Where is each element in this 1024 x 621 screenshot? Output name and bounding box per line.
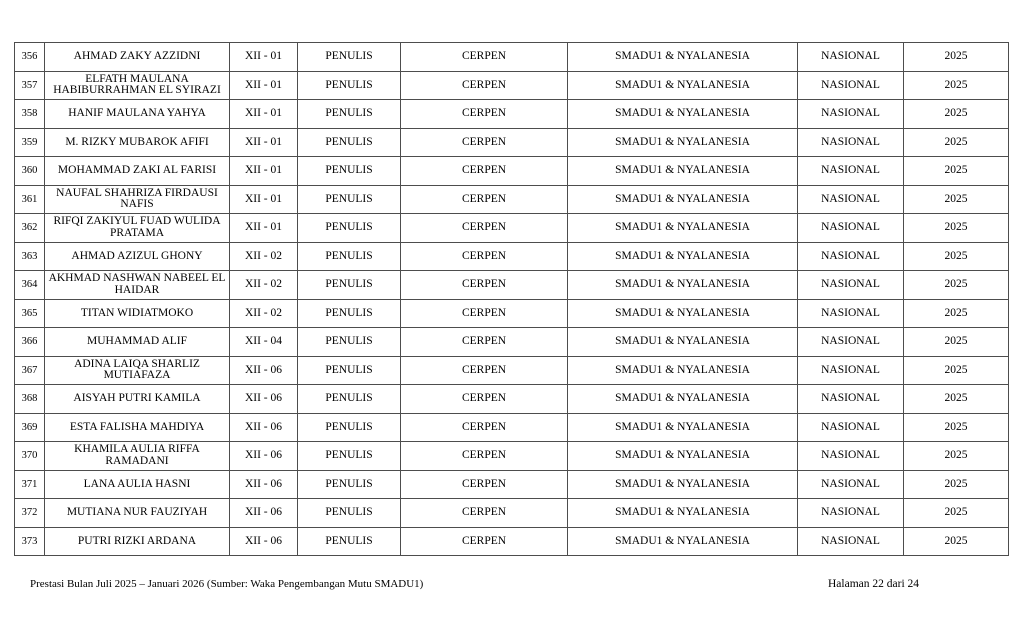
cell-number: 364 bbox=[15, 271, 45, 300]
cell-category: CERPEN bbox=[401, 242, 568, 271]
cell-role: PENULIS bbox=[298, 299, 401, 328]
cell-level: NASIONAL bbox=[798, 43, 904, 72]
cell-year: 2025 bbox=[904, 442, 1009, 471]
cell-student-name: MOHAMMAD ZAKI AL FARISI bbox=[45, 157, 230, 186]
cell-number: 357 bbox=[15, 71, 45, 100]
cell-role: PENULIS bbox=[298, 385, 401, 414]
cell-class: XII - 02 bbox=[230, 299, 298, 328]
cell-role: PENULIS bbox=[298, 100, 401, 129]
cell-class: XII - 04 bbox=[230, 328, 298, 357]
cell-category: CERPEN bbox=[401, 499, 568, 528]
cell-organizer: SMADU1 & NYALANESIA bbox=[568, 271, 798, 300]
cell-level: NASIONAL bbox=[798, 128, 904, 157]
cell-level: NASIONAL bbox=[798, 71, 904, 100]
table-row bbox=[15, 100, 1009, 129]
cell-year: 2025 bbox=[904, 128, 1009, 157]
cell-category: CERPEN bbox=[401, 157, 568, 186]
cell-student-name: ESTA FALISHA MAHDIYA bbox=[45, 413, 230, 442]
cell-year: 2025 bbox=[904, 43, 1009, 72]
cell-level: NASIONAL bbox=[798, 157, 904, 186]
cell-category: CERPEN bbox=[401, 128, 568, 157]
cell-category: CERPEN bbox=[401, 214, 568, 243]
cell-class: XII - 06 bbox=[230, 385, 298, 414]
cell-number: 365 bbox=[15, 299, 45, 328]
cell-student-name: AHMAD ZAKY AZZIDNI bbox=[45, 43, 230, 72]
cell-level: NASIONAL bbox=[798, 499, 904, 528]
cell-student-name: AKHMAD NASHWAN NABEEL EL HAIDAR bbox=[45, 271, 230, 300]
footer-source-note: Prestasi Bulan Juli 2025 – Januari 2026 (Sumber: Waka Pengembangan Mutu SMADU1) bbox=[30, 578, 424, 590]
cell-organizer: SMADU1 & NYALANESIA bbox=[568, 43, 798, 72]
cell-number: 360 bbox=[15, 157, 45, 186]
cell-student-name: RIFQI ZAKIYUL FUAD WULIDA PRATAMA bbox=[45, 214, 230, 243]
cell-year: 2025 bbox=[904, 271, 1009, 300]
table-row bbox=[15, 413, 1009, 442]
cell-year: 2025 bbox=[904, 356, 1009, 385]
cell-number: 369 bbox=[15, 413, 45, 442]
cell-level: NASIONAL bbox=[798, 328, 904, 357]
table-row bbox=[15, 157, 1009, 186]
cell-category: CERPEN bbox=[401, 185, 568, 214]
cell-student-name: KHAMILA AULIA RIFFA RAMADANI bbox=[45, 442, 230, 471]
achievement-table bbox=[14, 42, 1009, 556]
cell-level: NASIONAL bbox=[798, 100, 904, 129]
cell-year: 2025 bbox=[904, 385, 1009, 414]
cell-year: 2025 bbox=[904, 527, 1009, 556]
cell-category: CERPEN bbox=[401, 413, 568, 442]
cell-number: 363 bbox=[15, 242, 45, 271]
cell-class: XII - 06 bbox=[230, 470, 298, 499]
cell-organizer: SMADU1 & NYALANESIA bbox=[568, 499, 798, 528]
cell-organizer: SMADU1 & NYALANESIA bbox=[568, 328, 798, 357]
table-row bbox=[15, 242, 1009, 271]
cell-organizer: SMADU1 & NYALANESIA bbox=[568, 157, 798, 186]
cell-number: 370 bbox=[15, 442, 45, 471]
cell-year: 2025 bbox=[904, 499, 1009, 528]
cell-student-name: M. RIZKY MUBAROK AFIFI bbox=[45, 128, 230, 157]
table-row bbox=[15, 385, 1009, 414]
cell-category: CERPEN bbox=[401, 470, 568, 499]
cell-category: CERPEN bbox=[401, 527, 568, 556]
cell-organizer: SMADU1 & NYALANESIA bbox=[568, 385, 798, 414]
cell-class: XII - 01 bbox=[230, 100, 298, 129]
cell-role: PENULIS bbox=[298, 43, 401, 72]
cell-class: XII - 01 bbox=[230, 185, 298, 214]
table-row bbox=[15, 499, 1009, 528]
cell-category: CERPEN bbox=[401, 71, 568, 100]
cell-organizer: SMADU1 & NYALANESIA bbox=[568, 356, 798, 385]
cell-year: 2025 bbox=[904, 214, 1009, 243]
cell-role: PENULIS bbox=[298, 242, 401, 271]
cell-level: NASIONAL bbox=[798, 242, 904, 271]
cell-year: 2025 bbox=[904, 157, 1009, 186]
cell-organizer: SMADU1 & NYALANESIA bbox=[568, 185, 798, 214]
cell-category: CERPEN bbox=[401, 328, 568, 357]
cell-number: 362 bbox=[15, 214, 45, 243]
cell-student-name: PUTRI RIZKI ARDANA bbox=[45, 527, 230, 556]
cell-number: 368 bbox=[15, 385, 45, 414]
table-row bbox=[15, 356, 1009, 385]
table-row bbox=[15, 328, 1009, 357]
cell-class: XII - 01 bbox=[230, 43, 298, 72]
cell-class: XII - 06 bbox=[230, 527, 298, 556]
cell-class: XII - 06 bbox=[230, 413, 298, 442]
table-row bbox=[15, 271, 1009, 300]
cell-organizer: SMADU1 & NYALANESIA bbox=[568, 242, 798, 271]
cell-number: 371 bbox=[15, 470, 45, 499]
table-row bbox=[15, 71, 1009, 100]
cell-class: XII - 06 bbox=[230, 499, 298, 528]
cell-role: PENULIS bbox=[298, 499, 401, 528]
cell-organizer: SMADU1 & NYALANESIA bbox=[568, 71, 798, 100]
cell-year: 2025 bbox=[904, 328, 1009, 357]
cell-year: 2025 bbox=[904, 299, 1009, 328]
table-row bbox=[15, 43, 1009, 72]
table-row bbox=[15, 470, 1009, 499]
cell-class: XII - 01 bbox=[230, 157, 298, 186]
table-body bbox=[15, 43, 1009, 556]
cell-category: CERPEN bbox=[401, 356, 568, 385]
cell-year: 2025 bbox=[904, 470, 1009, 499]
cell-organizer: SMADU1 & NYALANESIA bbox=[568, 527, 798, 556]
cell-role: PENULIS bbox=[298, 413, 401, 442]
cell-student-name: AHMAD AZIZUL GHONY bbox=[45, 242, 230, 271]
cell-student-name: ELFATH MAULANA HABIBURRAHMAN EL SYIRAZI bbox=[45, 71, 230, 100]
cell-class: XII - 06 bbox=[230, 356, 298, 385]
cell-organizer: SMADU1 & NYALANESIA bbox=[568, 470, 798, 499]
cell-level: NASIONAL bbox=[798, 299, 904, 328]
cell-role: PENULIS bbox=[298, 527, 401, 556]
cell-role: PENULIS bbox=[298, 442, 401, 471]
cell-number: 372 bbox=[15, 499, 45, 528]
cell-number: 356 bbox=[15, 43, 45, 72]
table-row bbox=[15, 128, 1009, 157]
cell-category: CERPEN bbox=[401, 385, 568, 414]
cell-role: PENULIS bbox=[298, 185, 401, 214]
cell-category: CERPEN bbox=[401, 43, 568, 72]
cell-student-name: LANA AULIA HASNI bbox=[45, 470, 230, 499]
cell-organizer: SMADU1 & NYALANESIA bbox=[568, 299, 798, 328]
cell-student-name: NAUFAL SHAHRIZA FIRDAUSI NAFIS bbox=[45, 185, 230, 214]
cell-category: CERPEN bbox=[401, 271, 568, 300]
cell-class: XII - 06 bbox=[230, 442, 298, 471]
cell-number: 358 bbox=[15, 100, 45, 129]
cell-organizer: SMADU1 & NYALANESIA bbox=[568, 214, 798, 243]
cell-level: NASIONAL bbox=[798, 385, 904, 414]
cell-organizer: SMADU1 & NYALANESIA bbox=[568, 100, 798, 129]
table-row bbox=[15, 214, 1009, 243]
cell-organizer: SMADU1 & NYALANESIA bbox=[568, 442, 798, 471]
cell-number: 359 bbox=[15, 128, 45, 157]
cell-class: XII - 02 bbox=[230, 271, 298, 300]
table-row bbox=[15, 299, 1009, 328]
cell-number: 361 bbox=[15, 185, 45, 214]
cell-student-name: AISYAH PUTRI KAMILA bbox=[45, 385, 230, 414]
cell-level: NASIONAL bbox=[798, 470, 904, 499]
cell-role: PENULIS bbox=[298, 214, 401, 243]
cell-year: 2025 bbox=[904, 100, 1009, 129]
cell-student-name: TITAN WIDIATMOKO bbox=[45, 299, 230, 328]
cell-number: 366 bbox=[15, 328, 45, 357]
cell-category: CERPEN bbox=[401, 100, 568, 129]
cell-role: PENULIS bbox=[298, 271, 401, 300]
cell-level: NASIONAL bbox=[798, 356, 904, 385]
cell-role: PENULIS bbox=[298, 470, 401, 499]
cell-role: PENULIS bbox=[298, 157, 401, 186]
cell-role: PENULIS bbox=[298, 328, 401, 357]
cell-level: NASIONAL bbox=[798, 214, 904, 243]
cell-student-name: ADINA LAIQA SHARLIZ MUTIAFAZA bbox=[45, 356, 230, 385]
cell-organizer: SMADU1 & NYALANESIA bbox=[568, 413, 798, 442]
cell-level: NASIONAL bbox=[798, 271, 904, 300]
cell-role: PENULIS bbox=[298, 71, 401, 100]
cell-student-name: MUHAMMAD ALIF bbox=[45, 328, 230, 357]
cell-class: XII - 01 bbox=[230, 71, 298, 100]
cell-class: XII - 01 bbox=[230, 214, 298, 243]
cell-level: NASIONAL bbox=[798, 185, 904, 214]
table-row bbox=[15, 185, 1009, 214]
cell-student-name: HANIF MAULANA YAHYA bbox=[45, 100, 230, 129]
cell-number: 367 bbox=[15, 356, 45, 385]
cell-year: 2025 bbox=[904, 242, 1009, 271]
cell-level: NASIONAL bbox=[798, 442, 904, 471]
cell-category: CERPEN bbox=[401, 299, 568, 328]
cell-year: 2025 bbox=[904, 71, 1009, 100]
cell-year: 2025 bbox=[904, 185, 1009, 214]
table-row bbox=[15, 527, 1009, 556]
cell-role: PENULIS bbox=[298, 356, 401, 385]
cell-organizer: SMADU1 & NYALANESIA bbox=[568, 128, 798, 157]
table-row bbox=[15, 442, 1009, 471]
cell-class: XII - 01 bbox=[230, 128, 298, 157]
cell-level: NASIONAL bbox=[798, 413, 904, 442]
cell-year: 2025 bbox=[904, 413, 1009, 442]
cell-role: PENULIS bbox=[298, 128, 401, 157]
cell-category: CERPEN bbox=[401, 442, 568, 471]
page-number: Halaman 22 dari 24 bbox=[828, 578, 920, 590]
cell-number: 373 bbox=[15, 527, 45, 556]
cell-level: NASIONAL bbox=[798, 527, 904, 556]
cell-student-name: MUTIANA NUR FAUZIYAH bbox=[45, 499, 230, 528]
cell-class: XII - 02 bbox=[230, 242, 298, 271]
